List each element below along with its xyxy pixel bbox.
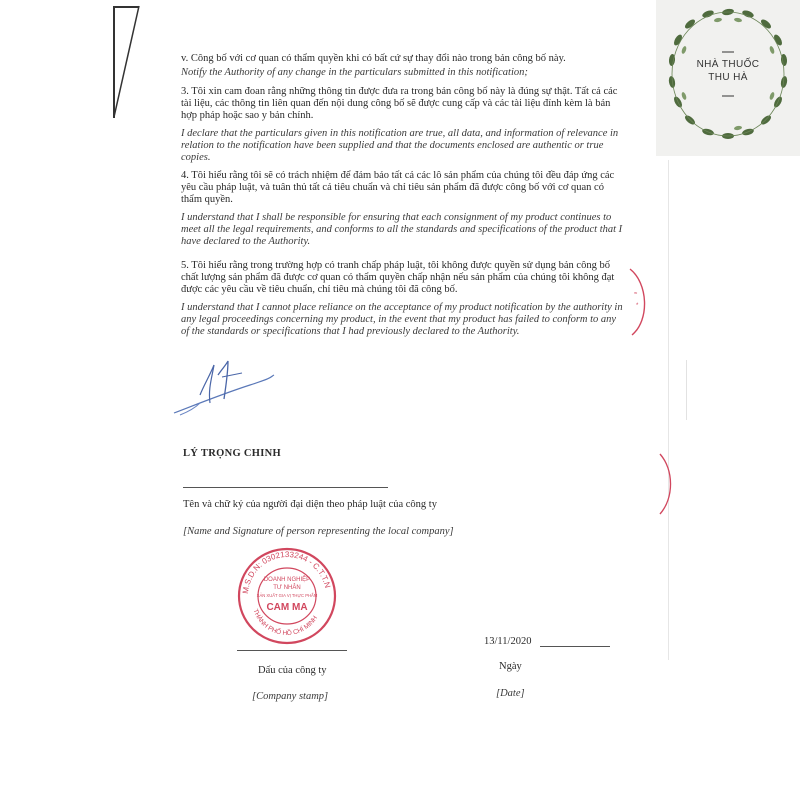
company-stamp-label-vi: Dấu của công ty (258, 665, 327, 676)
page-corner-fold (112, 5, 142, 120)
seal-brand: CAM MA (266, 602, 308, 613)
page-edge-right-2 (686, 360, 687, 420)
clause-4-vi: 4. Tôi hiểu rằng tôi sẽ có trách nhiệm để đảm bảo tất cả các lô sản phẩm của chúng tôi đều đáp ứng các yêu cầu pháp luật, và tuân thủ tất cả tiêu chuẩn và chỉ tiêu sản phẩm đã được công bố với cơ quan có thẩm quyền. (181, 170, 615, 206)
date-label-en: [Date] (496, 688, 525, 699)
seal-line-2: TƯ NHÂN (273, 585, 301, 591)
clause-v-en: Notify the Authority of any change in the particulars submitted in this notification; (181, 67, 528, 78)
company-stamp-label-en: [Company stamp] (252, 691, 329, 702)
seal-top-text: M.S.D.N: 0302133244 - C.T.T.N (240, 549, 333, 595)
page-edge-right (668, 160, 669, 660)
clause-3-en: I declare that the particulars given in this notification are true, all data, and information of relevance in relation to the notification have been supplied and that the documents enclosed are authentic or true copies. (181, 128, 619, 164)
clause-v-vi: v. Công bố với cơ quan có thẩm quyền khi có bất cứ sự thay đổi nào trong bản công bố này. (181, 53, 566, 64)
handwritten-signature (170, 355, 280, 425)
seal-bottom-text: THÀNH PHỐ HỒ CHÍ MINH (251, 608, 320, 638)
seal-line-1: DOANH NGHIỆP (263, 577, 311, 583)
date-label-vi: Ngày (499, 661, 522, 672)
clause-5-en: I understand that I cannot place reliance on the acceptance of my product notification by the authority in any legal proceedings concerning my product, in the event that my product has failed to conform to any of the standards or specifications that I had previously declared to the Authority. (181, 302, 623, 338)
clause-3-vi: 3. Tôi xin cam đoan rằng những thông tin được đưa ra trong bản công bố này là đúng sự thật. Tất cả các tài liệu, các thông tin liên quan đến nội dung công bố sẽ được cung cấp và các tài liệu đính kèm là bản hợp pháp hoặc sao y bản chính. (181, 86, 618, 122)
signatory-name: LÝ TRỌNG CHINH (183, 448, 281, 459)
svg-text:*: * (636, 303, 639, 309)
date-line (540, 646, 610, 647)
company-seal (232, 544, 342, 648)
date-value: 13/11/2020 (484, 636, 532, 647)
pharmacy-watermark (656, 0, 800, 156)
seal-line-3: SẢN XUẤT GIA VỊ THỰC PHẨM (256, 593, 318, 598)
company-stamp-line (237, 650, 347, 651)
red-stamp-arc-top (620, 265, 660, 340)
signature-line (183, 487, 388, 488)
signature-caption-en: [Name and Signature of person representing the local company] (183, 526, 454, 537)
red-stamp-arc-middle (652, 450, 682, 520)
watermark-line-1: NHÀ THUỐC (696, 59, 760, 70)
signature-caption-vi: Tên và chữ ký của người đại diện theo pháp luật của công ty (183, 499, 437, 510)
clause-5-vi: 5. Tôi hiểu rằng trong trường hợp có tranh chấp pháp luật, tôi không được quyền sử dụng bản công bố chất lượng sản phẩm đã được cơ quan có thẩm quyền chấp nhận nếu sản phẩm của chúng tôi không đạt được các yêu cầu về tiêu chuẩn, chỉ tiêu mà chúng tôi đã công bố. (181, 260, 615, 296)
watermark-line-2: THU HÀ (708, 72, 748, 83)
svg-text:≈: ≈ (634, 291, 638, 297)
clause-4-en: I understand that I shall be responsible for ensuring that each consignment of my product continues to meet all the legal requirements, and conforms to all the standards and specifications of the product that I have declared to the Authority. (181, 212, 623, 248)
